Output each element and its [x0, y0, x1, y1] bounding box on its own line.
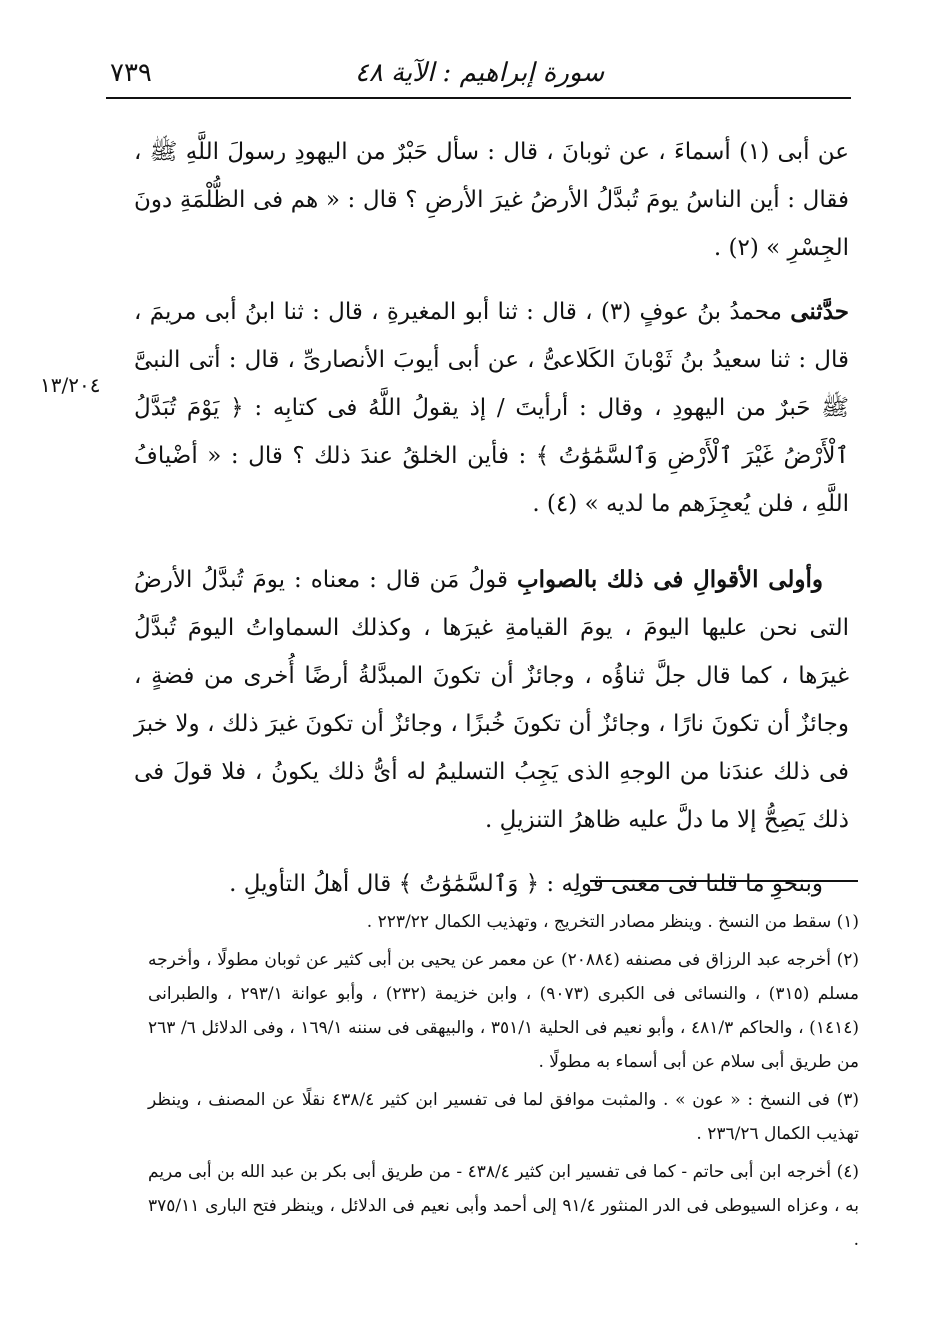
footnote-4: (٤) أخرجه ابن أبى حاتم - كما فى تفسير ابن كثير ٤٣٨/٤ - من طريق أبى بكر بن عبد الله بن أبى مريم به ، وعزاه السيوطى فى الدر المنثور ٩١/٤ إلى أحمد وأبى نعيم فى الدلائل ، وينظر فتح البارى ٣٧٥/١١ .: [148, 1162, 859, 1250]
page-number: ٧٣٩: [110, 58, 152, 88]
footnote-rule: [590, 880, 858, 882]
header-rule: [106, 97, 851, 99]
footnote-3: (٣) فى النسخ : « عون » . والمثبت موافق لما فى تفسير ابن كثير ٤٣٨/٤ نقلًا عن المصنف ، وينظر تهذيب الكمال ٢٣٦/٢٦ .: [148, 1090, 859, 1144]
paragraph-text: محمدُ بنُ عوفٍ (٣) ، قال : ثنا أبو المغيرةِ ، قال : ثنا ابنُ أبى مريمَ ، قال : ثنا سعيدُ بنُ ثَوْبانَ الكَلاعىُّ ، عن أبى أيوبَ الأنصارىِّ ، قال : أتى النبىَّ ﷺ حَبرٌ من اليهودِ ، وقال : أرأيتَ / إذ يقولُ اللَّهُ فى كتابِه : ﴿ يَوْمَ تُبَدَّلُ ٱلْأَرْضُ غَيْرَ ٱلْأَرْضِ وَٱلسَّمَٰوَٰتُ ﴾ : فأين الخلقُ عندَ ذلك ؟ قال : « أضْيافُ اللَّهِ ، فلن يُعجِزَهم ما لديه » (٤) .: [134, 299, 849, 517]
footnotes: [148, 905, 859, 1261]
paragraph-text: عن أبى (١) أسماءَ ، عن ثوبانَ ، قال : سأل حَبْرٌ من اليهودِ رسولَ اللَّهِ ﷺ ، فقال : أين الناسُ يومَ تُبدَّلُ الأرضُ غيرَ الأرضِ ؟ قال : « هم فى الظُّلْمَةِ دونَ الجِسْرِ » (٢) .: [134, 139, 850, 261]
paragraph-text: قولُ مَن قال : معناه : يومَ تُبدَّلُ الأرضُ التى نحن عليها اليومَ ، يومَ القيامةِ غيرَها ، وكذلك السماواتُ اليومَ تُبدَّلُ غيرَها ، كما قال جلَّ ثناؤُه ، وجائزٌ أن تكونَ المبدَّلةُ أرضًا أُخرى من فضةٍ ، وجائزٌ أن تكونَ نارًا ، وجائزٌ أن تكونَ خُبزًا ، وجائزٌ أن تكونَ غيرَ ذلك ، ولا خبرَ فى ذلك عندَنا من الوجهِ الذى يَجِبُ التسليمُ له أىُّ ذلك يكونُ ، فلا قولَ فى ذلك يَصِحُّ إلا ما دلَّ عليه ظاهرُ التنزيلِ .: [134, 567, 849, 833]
paragraph-1: [134, 128, 849, 272]
page-header: [110, 52, 849, 96]
paragraph-2: [134, 288, 849, 528]
margin-reference: ١٣/٢٠٤: [40, 373, 101, 397]
main-text: [134, 128, 849, 924]
footnote-1: (١) سقط من النسخ . وينظر مصادر التخريج ، وتهذيب الكمال ٢٢٣/٢٢ .: [366, 912, 859, 932]
paragraph-lead: وأولى الأقوالِ فى ذلك بالصوابِ: [516, 566, 823, 593]
paragraph-3: [134, 556, 849, 844]
paragraph-text: وبنحوِ ما قلنا فى معنى قولِه : ﴿ وَٱلسَّمَٰوَٰتُ ﴾ قال أهلُ التأويلِ .: [229, 871, 823, 897]
paragraph-lead: حدَّثنى: [790, 298, 849, 325]
running-title: سورة إبراهيم : الآية ٤٨: [354, 58, 605, 88]
paragraph-4: [134, 860, 849, 908]
footnote-2: (٢) أخرجه عبد الرزاق فى مصنفه (٢٠٨٨٤) عن معمر عن يحيى بن أبى كثير عن ثوبان مطولًا ، وأخرجه مسلم (٣١٥) ، والنسائى فى الكبرى (٩٠٧٣) ، وابن خزيمة (٢٣٢) ، وأبو عوانة ٢٩٣/١ ، والطبرانى (١٤١٤) ، والحاكم ٤٨١/٣ ، وأبو نعيم فى الحلية ٣٥١/١ ، والبيهقى فى سننه ١٦٩/١ ، وفى الدلائل ٦/ ٢٦٣ من طريق أبى سلام عن أبى أسماء به مطولًا .: [148, 950, 859, 1072]
